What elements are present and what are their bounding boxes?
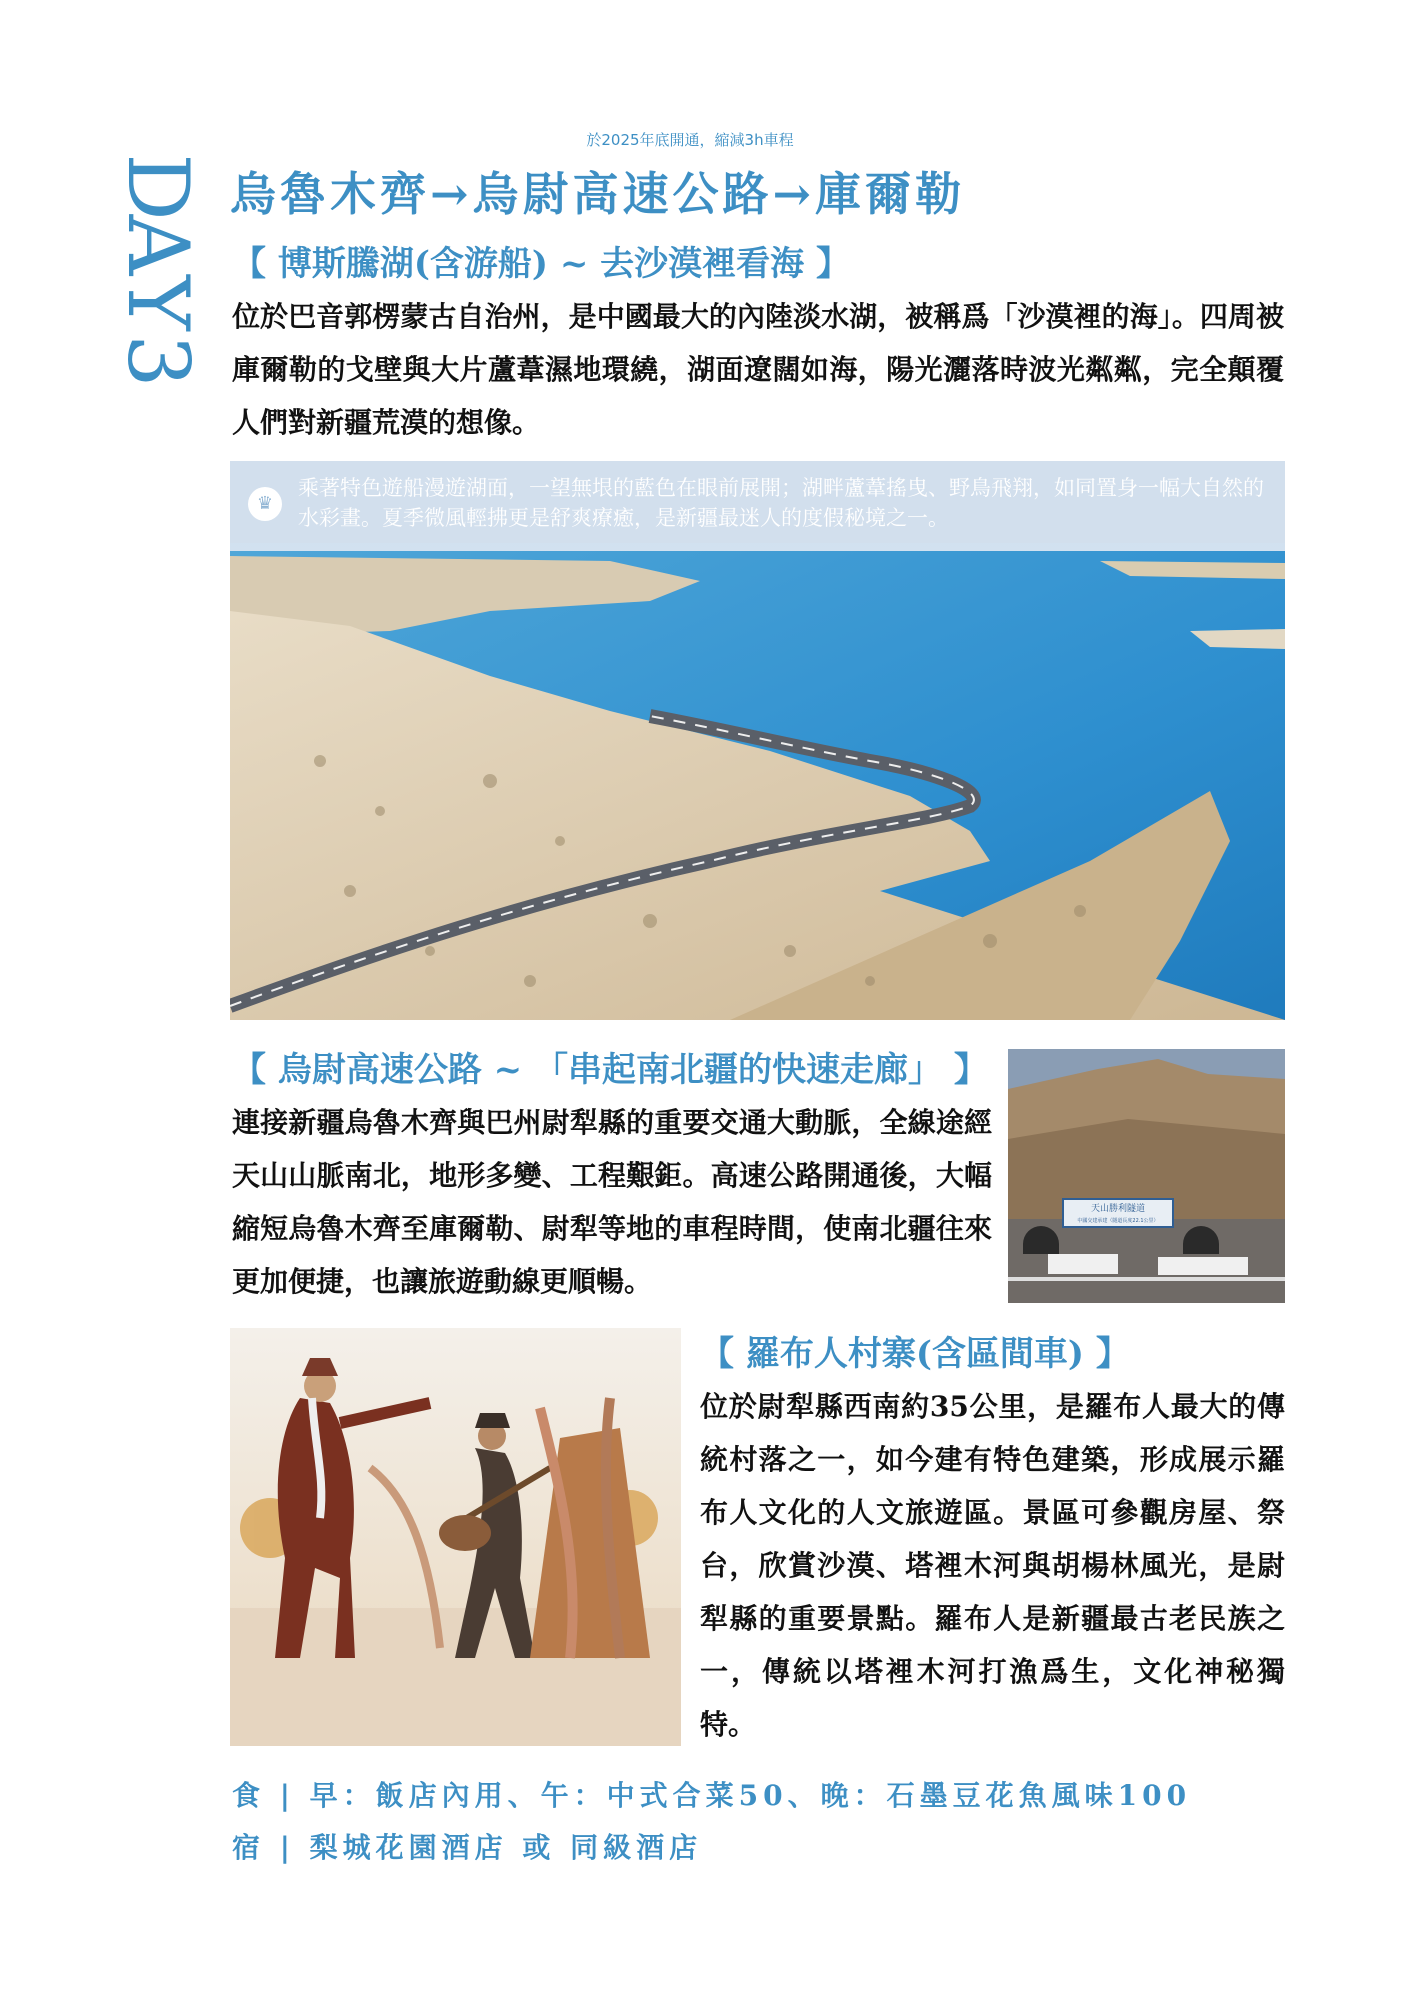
photo-caption-overlay [230, 461, 1285, 543]
tunnel-sign-subtext: 中國交建承建（隧道長度22.1公里） [1077, 1218, 1159, 1224]
lake-landscape-image [230, 461, 1285, 1020]
section1-title: 【 博斯騰湖(含游船) ~ 去沙漠裡看海 】 [232, 244, 851, 284]
meals-info: 食 | 早：飯店內用、午：中式合菜50、晚：石墨豆花魚風味100 [232, 1779, 1192, 1812]
loplik-people-photo [230, 1328, 681, 1746]
section2-title: 【 烏尉高速公路 ~ 「串起南北疆的快速走廊」 】 [232, 1050, 988, 1090]
route-title: 烏魯木齊→烏尉高速公路→庫爾勒 [230, 167, 966, 221]
section2-body: 連接新疆烏魯木齊與巴州尉犁縣的重要交通大動脈，全線途經天山山脈南北，地形多變、工程艱鉅。高速公路開通後，大幅縮短烏魯木齊至庫爾勒、尉犁等地的車程時間，使南北疆往來更加便捷，也讓旅遊動線更順暢。 [232, 1106, 992, 1298]
section3-body: 位於尉犁縣西南約35公里，是羅布人最大的傳統村落之一，如今建有特色建築，形成展示羅布人文化的人文旅遊區。景區可參觀房屋、祭台，欣賞沙漠、塔裡木河與胡楊林風光，是尉犁縣的重要景點。羅布人是新疆最古老民族之一，傳統以塔裡木河打漁爲生，文化神秘獨特。 [700, 1390, 1285, 1741]
day-label: D A Y 3 [109, 153, 207, 388]
tunnel-image [1008, 1049, 1285, 1303]
loplik-villagers-image [230, 1328, 681, 1746]
tunnel-photo [1008, 1049, 1285, 1303]
opening-note: 於2025年底開通，縮減3h車程 [586, 131, 794, 149]
section3-title: 【 羅布人村寨(含區間車) 】 [700, 1334, 1130, 1374]
section1-body: 位於巴音郭楞蒙古自治州，是中國最大的內陸淡水湖，被稱爲「沙漠裡的海」。四周被庫爾勒的戈壁與大片蘆葦濕地環繞，湖面遼闊如海，陽光灑落時波光粼粼，完全顛覆人們對新疆荒漠的想像。 [232, 300, 1284, 439]
tunnel-sign-text: 天山勝利隧道 [1090, 1204, 1146, 1214]
lake-photo [230, 461, 1285, 1020]
crown-icon: ♛ [248, 487, 282, 521]
photo-caption-text: 乘著特色遊船漫遊湖面，一望無垠的藍色在眼前展開；湖畔蘆葦搖曳、野鳥飛翔，如同置身一幅大自然的水彩畫。夏季微風輕拂更是舒爽療癒，是新疆最迷人的度假秘境之一。 [298, 476, 1264, 530]
hotel-info: 宿 | 梨城花園酒店 或 同級酒店 [232, 1831, 703, 1864]
